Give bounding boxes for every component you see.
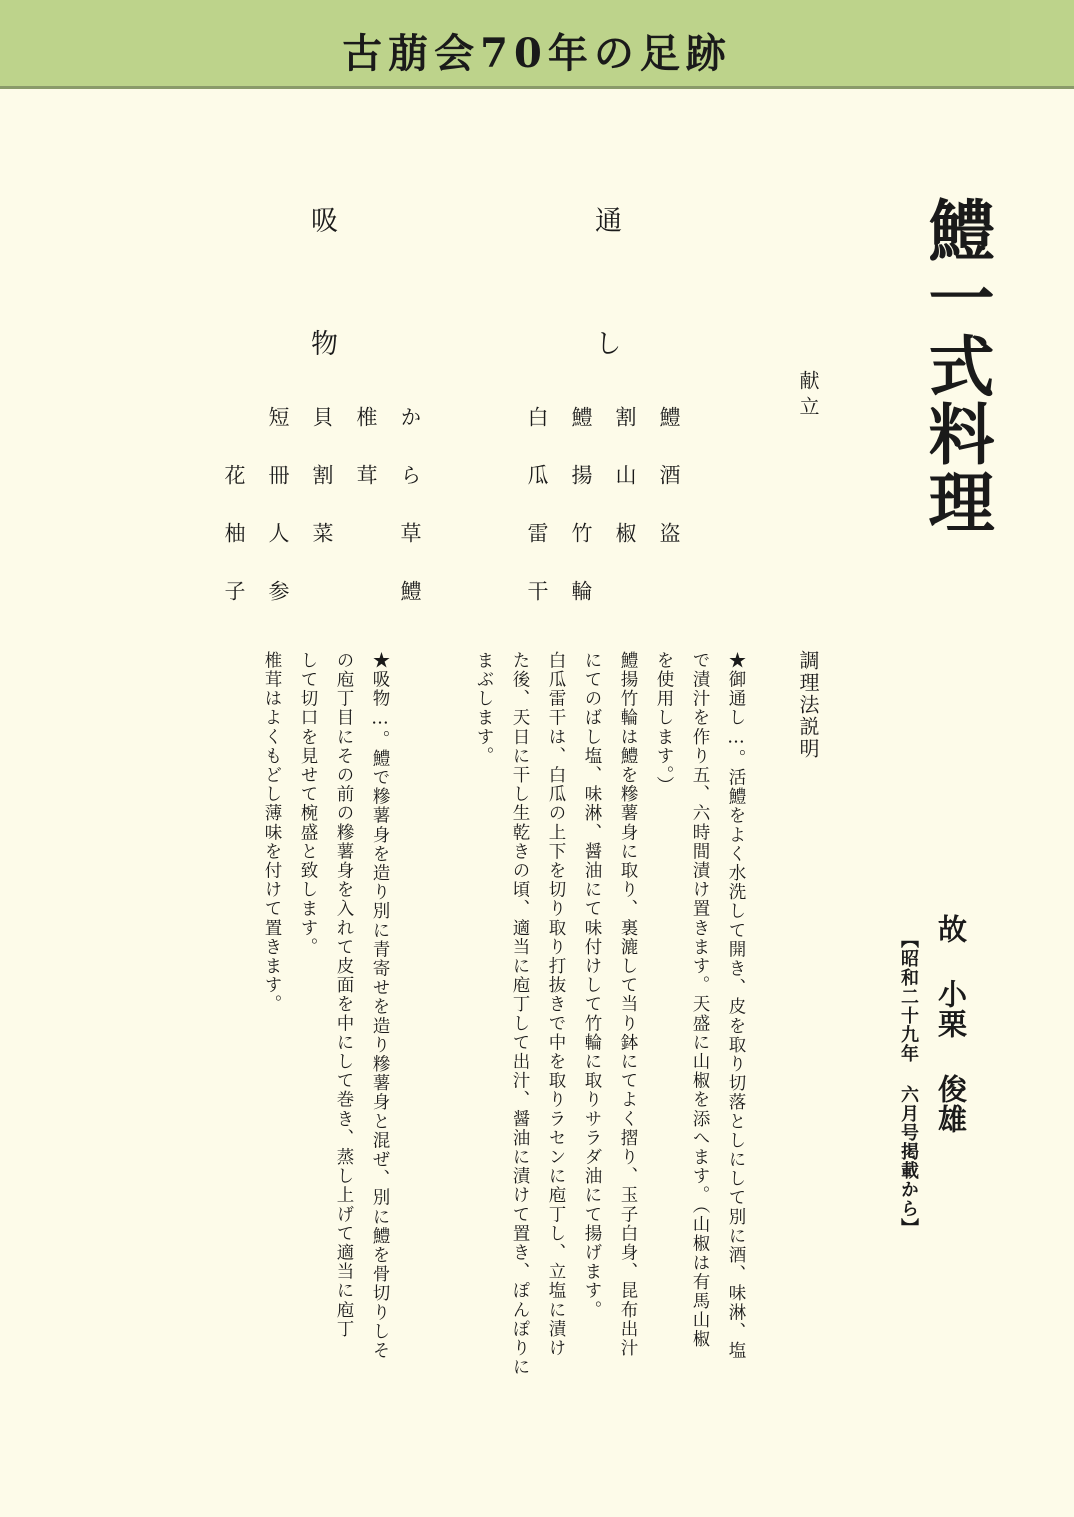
menu-item: 鱧揚竹輪 bbox=[569, 406, 593, 638]
method-paragraph-toshi: ★御通し…。活鱧をよく水洗して開き、皮を取り切落としにして別に酒、味淋、塩 で漬汁を作り五、六時間漬け置きます。天盛に山椒を添へます。（山椒は有馬山椒 を使用します。） 鱧揚竹輪は鱧を糝薯身に取り、裏漉して当り鉢にてよく摺り、玉子白身、昆布出汁 にてのばし塩、味淋、醤油にて味付けして竹輪に取りサラダ油にて揚げます。 白瓜雷干は、白瓜の上下を切り取り打抜きで中を取りラセンに庖丁し、立塩に漬け た後、天日に干し生乾きの頃、適当に庖丁して出汁、醤油に漬けて置き、ぽんぽりに まぶします。 bbox=[474, 651, 746, 1377]
method-label: 調理法説明 bbox=[796, 650, 820, 760]
header-title: 古萠会70年の足跡 bbox=[342, 30, 732, 77]
source-note: 【昭和二十九年 六月号掲載から】 bbox=[898, 930, 919, 1237]
menu-label: 献立 bbox=[796, 370, 820, 422]
author-name: 故 小栗 俊雄 bbox=[934, 914, 968, 1134]
page-header bbox=[0, 0, 1074, 89]
menu-item: から草鱧 bbox=[398, 406, 422, 638]
article-title: 鱧一式料理 bbox=[917, 196, 995, 536]
method-paragraph-suimono: ★吸物…。鱧で糝薯身を造り別に青寄せを造り糝薯身と混ぜ、別に鱧を骨切りしそ の庖丁目にその前の糝薯身を入れて皮面を中にして巻き、蒸し上げて適当に庖丁 して切口を見せて椀盛と致します。 椎茸はよくもどし薄味を付けて置きます。 bbox=[262, 651, 390, 1361]
menu-item: 花柚子 bbox=[222, 464, 246, 638]
menu-item: 貝割菜 bbox=[310, 406, 334, 580]
menu-item: 割山椒 bbox=[613, 406, 637, 580]
course-name-toshi: 通し bbox=[590, 206, 621, 452]
menu-item: 鱧酒盗 bbox=[657, 406, 681, 580]
menu-item: 椎茸 bbox=[354, 406, 378, 522]
menu-item: 短冊人参 bbox=[266, 406, 290, 638]
menu-item: 白瓜雷干 bbox=[525, 406, 549, 638]
course-name-suimono: 吸物 bbox=[306, 206, 337, 452]
